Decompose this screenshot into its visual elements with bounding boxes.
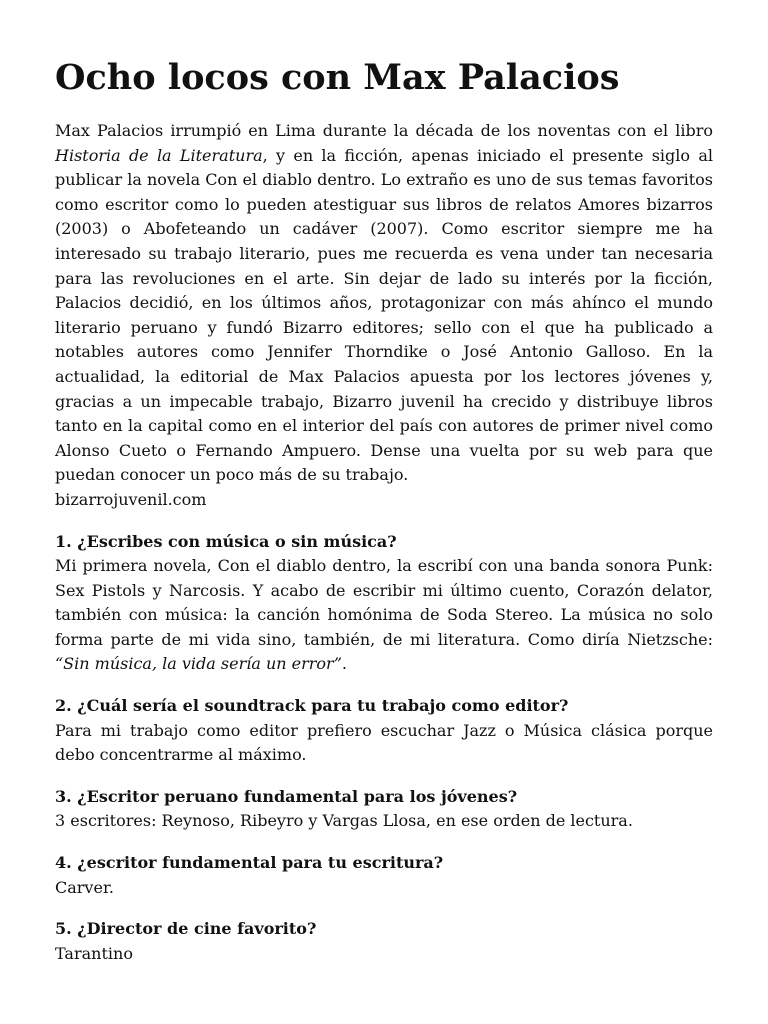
intro-section: [55, 119, 713, 513]
qa-item-4: [55, 851, 713, 900]
website-link[interactable]: bizarrojuvenil.com: [55, 489, 207, 509]
qa-item-3: [55, 785, 713, 834]
question-3: 3. ¿Escritor peruano fundamental para los jóvenes?: [55, 786, 518, 806]
qa-item-2: [55, 694, 713, 768]
answer-1-text: Mi primera novela, Con el diablo dentro, la escribí con una banda sonora Punk: Sex Pistols y Narcosis. Y acabo de escribir mi último cuento, Corazón delator, también con música: la canción homónima de Soda Stereo. La música no solo forma parte de mi vida sino, también, de mi literatura. Como diría Nietzsche:: [55, 556, 713, 649]
intro-text-end: , y en la ficción, apenas iniciado el presente siglo al publicar la novela Con el diablo dentro. Lo extraño es uno de sus temas favoritos como escritor como lo pueden atestiguar sus libros de relatos Amores bizarros (2003) o Abofeteando un cadáver (2007). Como escritor siempre me ha interesado su trabajo literario, pues me recuerda es vena under tan necesaria para las revoluciones en el arte. Sin dejar de lado su interés por la ficción, Palacios decidió, en los últimos años, protagonizar con más ahínco el mundo literario peruano y fundó Bizarro editores; sello con el que ha publicado a notables autores como Jennifer Thorndike o José Antonio Galloso. En la actualidad, la editorial de Max Palacios apuesta por los lectores jóvenes y, gracias a un impecable trabajo, Bizarro juvenil ha crecido y distribuye libros tanto en la capital como en el interior del país con autores de primer nivel como Alonso Cueto o Fernando Ampuero. Dense una vuelta por su web para que puedan conocer un poco más de su trabajo.: [55, 145, 713, 485]
qa-item-5: [55, 917, 713, 966]
question-4: 4. ¿escritor fundamental para tu escritura?: [55, 853, 444, 873]
question-1: 1. ¿Escribes con música o sin música?: [55, 531, 397, 551]
answer-4: Carver.: [55, 877, 114, 897]
qa-item-1: [55, 530, 713, 678]
intro-paragraph: [55, 119, 713, 488]
intro-text-start: Max Palacios irrumpió en Lima durante la década de los noventas con el libro: [55, 121, 713, 140]
question-5: 5. ¿Director de cine favorito?: [55, 919, 317, 939]
question-2: 2. ¿Cuál sería el soundtrack para tu trabajo como editor?: [55, 696, 569, 716]
book-title: Historia de la Literatura: [55, 145, 263, 165]
answer-3: 3 escritores: Reynoso, Ribeyro y Vargas Llosa, en ese orden de lectura.: [55, 811, 633, 831]
nietzsche-quote: “Sin música, la vida sería un error”: [55, 654, 342, 674]
article-title: Ocho locos con Max Palacios: [55, 57, 620, 98]
answer-1: [55, 554, 713, 677]
answer-5: Tarantino: [55, 943, 133, 963]
answer-2: Para mi trabajo como editor prefiero escuchar Jazz o Música clásica porque debo concentrarme al máximo.: [55, 720, 713, 765]
answer-1-end: .: [341, 654, 347, 674]
